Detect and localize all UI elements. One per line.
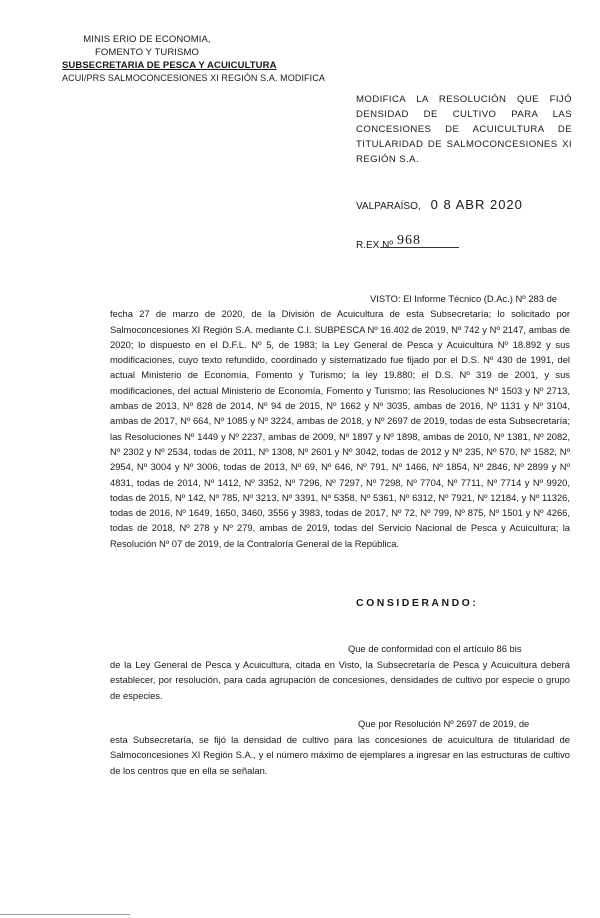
ministry-name: MINIS ERIO DE ECONOMIA, [83,34,211,45]
paragraph-1-lead: Que de conformidad con el artículo 86 bis [348,643,522,654]
place-date [356,197,523,212]
resolution-label: R.EX.Nº [356,240,393,251]
date-stamp: 0 8 ABR 2020 [430,197,523,212]
visto-body: fecha 27 de marzo de 2020, de la División de Acuicultura de esta Subsecretaría; lo solicitado por Salmoconcesiones XI Región S.A. mediante C.I. SUBPESCA Nº 16.402 de 2019, Nº 742 y Nº 2147, ambas de 2020; lo dispuesto en el D.F.L. Nº 5, de 1983; la Ley General de Pesca y Acuicultura Nº 18.892 y sus modificaciones, cuyo texto refundido, coordinado y sistematizado fue fijado por el D.S. Nº 430 de 1991, del actual Ministerio de Economía, Fomento y Turismo; la ley 19.880; el D.S. Nº 319 de 2001, y sus modificaciones, del actual Ministerio de Economía, Fomento y Turismo; las Resoluciones Nº 1503 y Nº 2713, ambas de 2013, Nº 828 de 2014, Nº 94 de 2015, Nº 1662 y Nº 3035, ambas de 2016, Nº 1131 y Nº 3104, ambas de 2017, Nº 664, Nº 1085 y Nº 3224, ambas de 2018, y Nº 2697 de 2019, todas de esta Subsecretaría; las Resoluciones Nº 1449 y Nº 2237, ambas de 2009, Nº 1897 y Nº 1898, ambas de 2010, Nº 1381, Nº 2082, Nº 2302 y Nº 2534, todas de 2011, Nº 1308, Nº 2601 y Nº 3042, todas de 2012 y Nº 235, Nº 570, Nº 1582, Nº 2954, Nº 3004 y Nº 3006, todas de 2013, Nº 69, Nº 646, Nº 791, Nº 1466, Nº 1854, Nº 2846, Nº 2899 y Nº 4831, todas de 2014, Nº 1412, Nº 3352, Nº 7296, Nº 7297, Nº 7298, Nº 7704, Nº 7711, Nº 7714 y Nº 9920, todas de 2015, Nº 142, Nº 785, Nº 3213, Nº 3391, Nº 5358, Nº 5361, Nº 6312, Nº 7921, Nº 12184, y Nº 11326, todas de 2016, Nº 1649, 1650, 3460, 3556 y 3983, todas de 2017, Nº 72, Nº 799, Nº 875, Nº 1501 y Nº 4266, todas de 2018, Nº 278 y Nº 279, ambas de 2019, todas del Servicio Nacional de Pesca y Acuicultura; la Resolución Nº 07 de 2019, de la Contraloría General de la República. [110,308,570,549]
resolution-number [356,233,459,253]
letterhead [62,33,325,85]
considerando-title: CONSIDERANDO: [356,597,479,609]
resolution-number-value: 968 [397,233,421,248]
reference-code: ACUI/PRS SALMOCONCESIONES XI REGIÓN S.A. MODIFICA [62,73,325,83]
considerando-paragraph-2 [110,716,570,778]
undersecretariat-name: SUBSECRETARIA DE PESCA Y ACUICULTURA [62,60,277,71]
page-edge-line [0,914,130,915]
visto-section [110,291,570,551]
ministry-name-2: FOMENTO Y TURISMO [95,47,199,58]
considerando-paragraph-1 [110,641,570,703]
paragraph-2-lead: Que por Resolución Nº 2697 de 2019, de [358,718,530,729]
visto-lead: VISTO: El Informe Técnico (D.Ac.) Nº 283 de [370,293,558,304]
city: VALPARAÍSO, [356,201,421,212]
resolution-subject: MODIFICA LA RESOLUCIÓN QUE FIJÓ DENSIDAD DE CULTIVO PARA LAS CONCESIONES DE ACUICULTURA DE TITULARIDAD DE SALMOCONCESIONES XI REGIÓN S.A. [356,94,572,165]
paragraph-1-body: de la Ley General de Pesca y Acuicultura, citada en Visto, la Subsecretaría de Pesca y Acuicultura deberá establecer, por resolución, para cada agrupación de concesiones, densidades de cultivo por especie o grupo de especies. [110,658,570,701]
paragraph-2-body: esta Subsecretaría, se fijó la densidad de cultivo para las concesiones de acuicultura de titularidad de Salmoconcesiones XI Región S.A., y el número máximo de ejemplares a ingresar en las estructuras de cultivo de los centros que en ella se señalan. [110,733,570,776]
